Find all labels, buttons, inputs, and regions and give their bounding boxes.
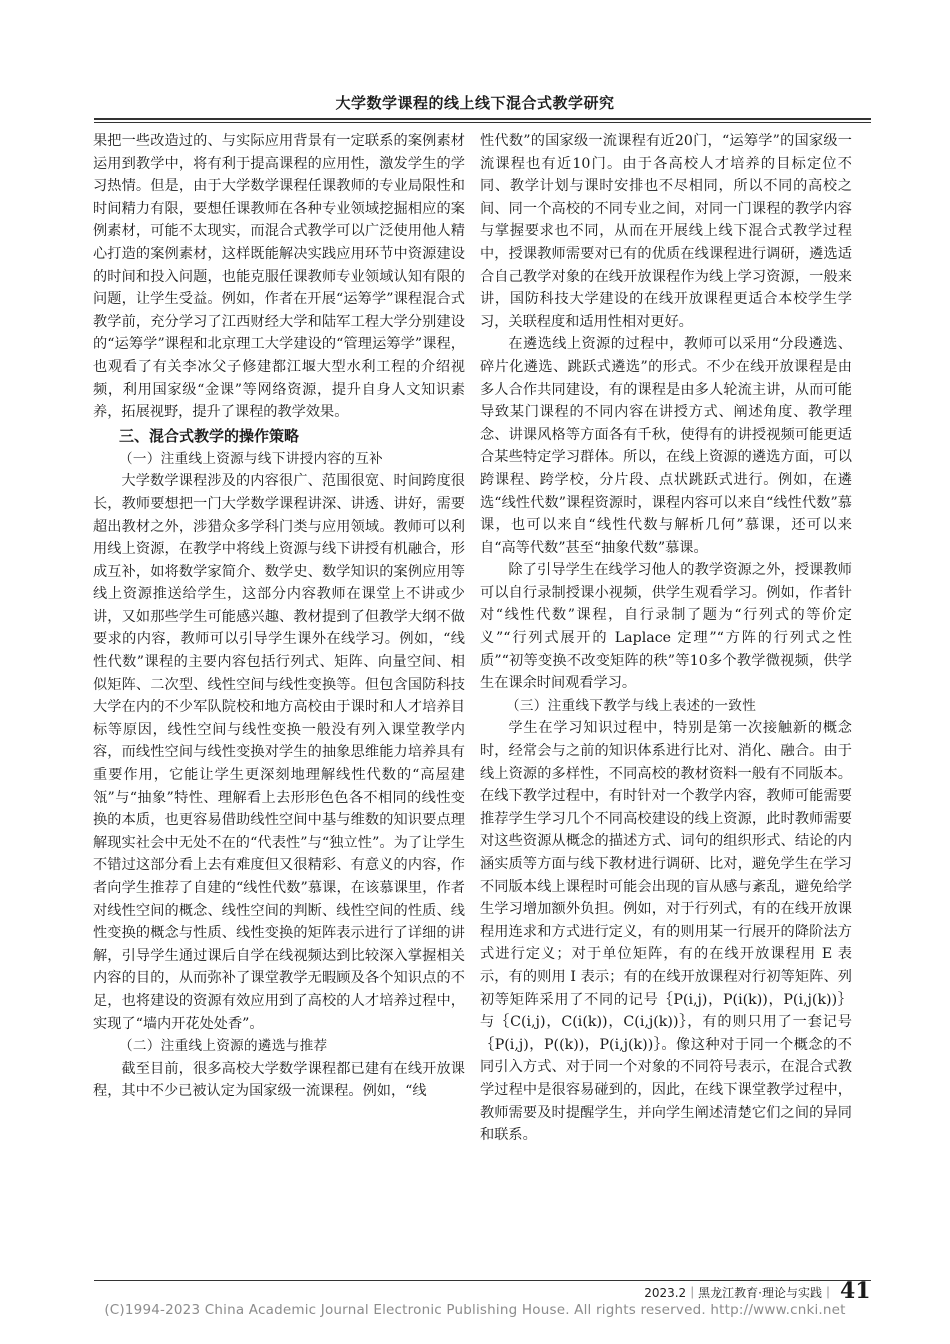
header-rule — [94, 118, 871, 123]
subsection-1-paragraph: 大学数学课程涉及的内容很广、范围很宽、时间跨度很长，教师要想把一门大学数学课程讲深、讲透、讲好，需要超出教材之外，涉猎众多学科门类与应用领域。教师可以利用线上资源，在教学中将线上资源与线下讲授有机融合，形成互补，如将数学家简介、数学史、数学知识的案例应用等线上资源推送给学生，这部分内容教师在课堂上不讲或少讲，又如那些学生可能感兴趣、教材提到了但教学大纲不做要求的内容，教师可以引导学生课外在线学习。例如，“线性代数”课程的主要内容包括行列式、矩阵、向量空间、相似矩阵、二次型、线性空间与线性变换等。但包含国防科技大学在内的不少军队院校和地方高校由于课时和人才培养目标等原因，线性空间与线性变换一般没有列入课堂教学内容，而线性空间与线性变换对学生的抽象思维能力培养具有重要作用，它能让学生更深刻地理解线性代数的“高屋建瓴”与“抽象”特性、理解看上去形形色色各不相同的线性变换的本质，也更容易借助线性空间中基与维数的知识要点理解现实社会中无处不在的“代表性”与“独立性”。为了让学生不错过这部分看上去有难度但又很精彩、有意义的内容，作者向学生推荐了自建的“线性代数”慕课，在该慕课里，作者对线性空间的概念、线性空间的判断、线性空间的性质、线性变换的概念与性质、线性变换的矩阵表示进行了详细的讲解，引导学生通过课后自学在线视频达到比较深入掌握相关内容的目的，从而弥补了课堂教学无暇顾及各个知识点的不足，也将建设的资源有效应用到了高校的人才培养过程中，实现了“墙内开花处处香”。 — [93, 473, 465, 1032]
copyright-watermark: (C)1994-2023 China Academic Journal Electronic Publishing House. All rights reserved. http://www.cnki.net — [104, 1302, 846, 1318]
page-number: 41 — [840, 1278, 871, 1304]
subsection-2-paragraph-3: 除了引导学生在线学习他人的教学资源之外，授课教师可以自行录制授课小视频，供学生观看学习。例如，作者针对“线性代数”课程，自行录制了题为“行列式的等价定义”“行列式展开的 Laplace 定理”“方阵的行列式之性质”“初等变换不改变矩阵的秩”等10多个教学微视频，供学生在课余时间观看学习。 — [480, 562, 852, 692]
left-column — [93, 130, 465, 1103]
subsection-2-paragraph-continued: 性代数”的国家级一流课程有近20门，“运筹学”的国家级一流课程也有近10门。由于各高校人才培养的目标定位不同、教学计划与课时安排也不尽相同，所以不同的高校之间、同一个高校的不同专业之间，对同一门课程的教学内容与掌握要求也不同，从而在开展线上线下混合式教学过程中，授课教师需要对已有的优质在线课程进行调研，遴选适合自己教学对象的在线开放课程作为线上学习资源，一般来讲，国防科技大学建设的在线开放课程更适合本校学生学习，关联程度和适用性相对更好。 — [480, 133, 852, 330]
subsection-2-paragraph-2: 在遴选线上资源的过程中，教师可以采用“分段遴选、碎片化遴选、跳跃式遴选”的形式。不少在线开放课程是由多人合作共同建设，有的课程是由多人轮流主讲，从而可能导致某门课程的不同内容在讲授方式、阐述角度、教学理念、讲课风格等方面各有千秋，使得有的讲授视频可能更适合某些特定学习群体。所以，在线上资源的遴选方面，可以跨课程、跨学校，分片段、点状跳跃式进行。例如，在遴选“线性代数”课程资源时，课程内容可以来自“线性代数”慕课，也可以来自“线性代数与解析几何”慕课，还可以来自“高等代数”甚至“抽象代数”慕课。 — [480, 336, 852, 556]
section-3-heading: 三、混合式教学的操作策略 — [119, 426, 300, 445]
running-header-title: 大学数学课程的线上线下混合式教学研究 — [335, 94, 615, 112]
subsection-1-heading: （一）注重线上资源与线下讲授内容的互补 — [119, 450, 383, 467]
footer-journal-info: 2023.2｜黑龙江教育·理论与实践｜ — [644, 1286, 834, 1300]
subsection-3-heading: （三）注重线下教学与线上表述的一致性 — [506, 697, 757, 714]
subsection-2-heading: （二）注重线上资源的遴选与推荐 — [119, 1038, 328, 1055]
right-column — [480, 130, 852, 1147]
intro-paragraph: 果把一些改造过的、与实际应用背景有一定联系的案例素材运用到教学中，将有利于提高课程的应用性，激发学生的学习热情。但是，由于大学数学课程任课教师的专业局限性和时间精力有限，要想任课教师在各种专业领域挖掘相应的案例素材，可能不太现实，而混合式教学可以广泛使用他人精心打造的案例素材，这样既能解决实践应用环节中资源建设的时间和投入问题，也能克服任课教师专业领域认知有限的问题，让学生受益。例如，作者在开展“运筹学”课程混合式教学前，充分学习了江西财经大学和陆军工程大学分别建设的“运筹学”课程和北京理工大学建设的“管理运筹学”课程，也观看了有关李冰父子修建都江堰大型水利工程的介绍视频，利用国家级“金课”等网络资源，提升自身人文知识素养，拓展视野，提升了课程的教学效果。 — [93, 133, 465, 421]
footer-rule — [94, 1280, 871, 1281]
subsection-2-paragraph-start: 截至目前，很多高校大学数学课程都已建有在线开放课程，其中不少已被认定为国家级一流课程。例如，“线 — [93, 1060, 465, 1100]
subsection-3-paragraph: 学生在学习知识过程中，特别是第一次接触新的概念时，经常会与之前的知识体系进行比对、消化、融合。由于线上资源的多样性，不同高校的教材资料一般有不同版本。在线下教学过程中，有时针对一个教学内容，教师可能需要推荐学生学习几个不同高校建设的线上资源，此时教师需要对这些资源从概念的描述方式、词句的组织形式、结论的内涵实质等方面与线下教材进行调研、比对，避免学生在学习不同版本线上课程时可能会出现的盲从感与紊乱，避免给学生学习增加额外负担。例如，对于行列式，有的在线开放课程用连求和方式进行定义，有的则用某一行展开的降阶法方式进行定义；对于单位矩阵，有的在线开放课程用 E 表示，有的则用 I 表示；有的在线开放课程对行初等矩阵、列初等矩阵采用了不同的记号｛P(i,j)，P(i(k))，P(i,j(k))｝与｛C(i,j)，C(i(k))，C(i,j(k))｝，有的则只用了一套记号｛P(i,j)，P((k))，P(i,j(k))｝。像这种对于同一个概念的不同引入方式、对于同一个对象的不同符号表示，在混合式教学过程中是很容易碰到的，因此，在线下课堂教学过程中，教师需要及时提醒学生，并向学生阐述清楚它们之间的异同和联系。 — [480, 720, 852, 1144]
